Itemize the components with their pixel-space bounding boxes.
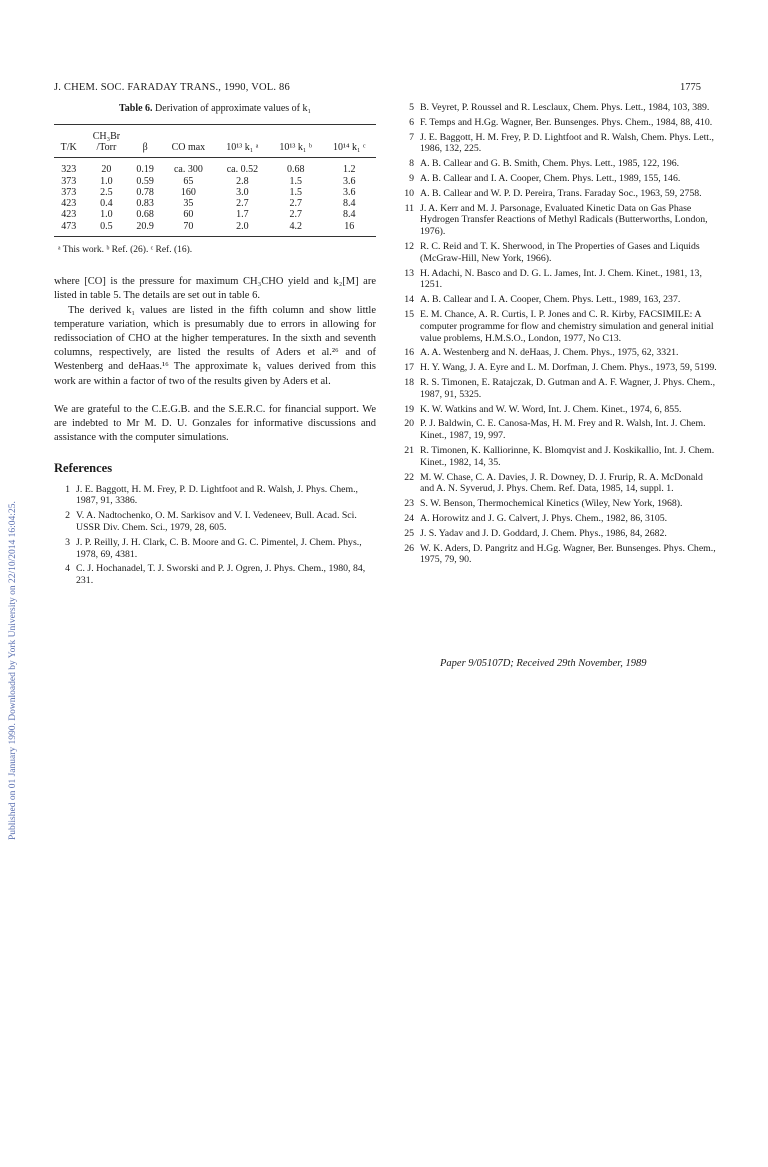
reference-text: R. Timonen, K. Kalliorinne, K. Blomqvist and J. Koskikallio, Int. J. Chem. Kinet., 1982, 14, 35. xyxy=(420,444,715,468)
table-row xyxy=(54,187,376,198)
table-header-row-top xyxy=(54,125,376,143)
table-cell: 0.5 xyxy=(83,221,129,237)
table-cell: 3.6 xyxy=(342,186,356,198)
reference-number: 10 xyxy=(404,187,414,199)
reference-item xyxy=(394,309,718,344)
references-list-left xyxy=(54,484,376,587)
table-cell: 70 xyxy=(161,221,216,237)
table-row xyxy=(54,209,376,220)
reference-item xyxy=(54,537,376,561)
table-cell: 0.19 xyxy=(136,164,154,176)
paper-received-note: Paper 9/05107D; Received 29th November, 1989 xyxy=(440,658,647,669)
table-header-cell xyxy=(54,125,83,143)
reference-item xyxy=(394,132,718,156)
reference-number: 4 xyxy=(65,563,70,575)
table-caption-label: Table 6. xyxy=(119,103,153,114)
table-cell: 35 xyxy=(183,198,194,210)
table-cell: 1.2 xyxy=(342,164,356,176)
table-cell: 2.0 xyxy=(216,221,269,237)
table-cell: 323 xyxy=(61,164,77,176)
table-header-cell xyxy=(322,125,376,143)
reference-item xyxy=(54,510,376,534)
reference-number: 13 xyxy=(404,267,414,279)
table-cell: 2.5 xyxy=(100,186,113,198)
reference-number: 11 xyxy=(404,202,414,214)
reference-item xyxy=(394,188,718,200)
reference-number: 14 xyxy=(404,294,414,306)
reference-text: J. S. Yadav and J. D. Goddard, J. Chem. Phys., 1986, 84, 2682. xyxy=(420,527,667,539)
table-header-cell xyxy=(129,125,160,143)
table-cell: 160 xyxy=(180,186,196,198)
reference-number: 2 xyxy=(65,510,70,522)
right-column xyxy=(394,102,718,569)
table-footnote: ᵃ This work. ᵇ Ref. (26). ᶜ Ref. (16). xyxy=(58,244,193,255)
table-header-cell: /Torr xyxy=(83,142,129,158)
reference-number: 17 xyxy=(404,362,414,374)
reference-text: J. E. Baggott, H. M. Frey, P. D. Lightfoot and R. Walsh, J. Phys. Chem., 1987, 91, 3386. xyxy=(76,483,358,507)
table-cell: 423 xyxy=(61,198,77,210)
references-heading: References xyxy=(54,461,113,476)
table-row xyxy=(54,158,376,176)
reference-item xyxy=(54,484,376,508)
table-row xyxy=(54,221,376,237)
reference-number: 1 xyxy=(65,483,70,495)
table-cell: 1.7 xyxy=(236,209,249,221)
table-cell: 20 xyxy=(101,164,112,176)
data-table xyxy=(54,124,376,237)
table-header-cell: 10¹³ k₁ ᵇ xyxy=(269,142,323,158)
reference-text: J. P. Reilly, J. H. Clark, C. B. Moore and G. C. Pimentel, J. Chem. Phys., 1978, 69, 4381. xyxy=(76,536,362,560)
reference-item xyxy=(394,117,718,129)
reference-text: F. Temps and H.Gg. Wagner, Ber. Bunsenges. Phys. Chem., 1984, 88, 410. xyxy=(420,116,713,128)
left-column xyxy=(54,102,376,590)
reference-item xyxy=(394,203,718,238)
table-header-cell: β xyxy=(129,142,160,158)
reference-number: 6 xyxy=(409,116,414,128)
table-cell: 1.0 xyxy=(100,175,113,187)
reference-text: A. B. Callear and W. P. D. Pereira, Trans. Faraday Soc., 1963, 59, 2758. xyxy=(420,187,702,199)
reference-number: 23 xyxy=(404,498,414,510)
reference-item xyxy=(394,404,718,416)
table-cell: 60 xyxy=(183,209,194,221)
reference-item xyxy=(394,377,718,401)
reference-number: 22 xyxy=(404,471,414,483)
reference-number: 9 xyxy=(409,172,414,184)
reference-number: 25 xyxy=(404,527,414,539)
table-cell: 16 xyxy=(322,221,376,237)
reference-text: A. A. Westenberg and N. deHaas, J. Chem. Phys., 1975, 62, 3321. xyxy=(420,347,679,359)
reference-text: W. K. Aders, D. Pangritz and H.Gg. Wagner, Ber. Bunsenges. Phys. Chem., 1975, 79, 90. xyxy=(420,542,716,566)
reference-number: 21 xyxy=(404,444,414,456)
table-cell: 8.4 xyxy=(342,209,356,221)
reference-number: 12 xyxy=(404,240,414,252)
table-cell: 0.4 xyxy=(100,198,113,210)
reference-item xyxy=(394,173,718,185)
reference-number: 26 xyxy=(404,542,414,554)
reference-number: 20 xyxy=(404,418,414,430)
table-caption xyxy=(54,102,376,116)
reference-item xyxy=(394,102,718,114)
reference-item xyxy=(394,513,718,525)
table-header-cell xyxy=(269,125,323,143)
table-cell: 3.6 xyxy=(342,175,356,187)
table-cell: ca. 0.52 xyxy=(226,164,259,176)
reference-text: M. W. Chase, C. A. Davies, J. R. Downey, D. J. Frurip, R. A. McDonald and A. N. Syverud, J. Phys. Chem. Ref. Data, 1985, 14, suppl. 1. xyxy=(420,471,703,495)
table-cell: 373 xyxy=(61,186,77,198)
table-cell: 2.7 xyxy=(236,198,249,210)
reference-number: 18 xyxy=(404,376,414,388)
reference-item xyxy=(394,241,718,265)
table-cell: 2.7 xyxy=(289,209,302,221)
reference-number: 16 xyxy=(404,347,414,359)
reference-item xyxy=(394,418,718,442)
reference-text: A. B. Callear and I. A. Cooper, Chem. Phys. Lett., 1989, 163, 237. xyxy=(420,294,681,306)
acknowledgements: We are grateful to the C.E.G.B. and the S.E.R.C. for financial support. We are indebted to Mr M. D. U. Gonzales for informative discussions and assistance with the computer simulations. xyxy=(54,403,376,444)
reference-text: P. J. Baldwin, C. E. Canosa-Mas, H. M. Frey and R. Walsh, Int. J. Chem. Kinet., 1987, 19, 997. xyxy=(420,418,706,442)
reference-text: E. M. Chance, A. R. Curtis, I. P. Jones and C. R. Kirby, FACSIMILE: A computer programme for flow and chemistry simulation and general initial value problems, H.M.S.O., London, 1977, No C13. xyxy=(420,308,714,344)
table-cell: 0.78 xyxy=(136,186,154,198)
reference-item xyxy=(394,362,718,374)
table-header-cell: 10¹³ k₁ ᵃ xyxy=(216,142,269,158)
table-cell: 2.7 xyxy=(289,198,302,210)
table-cell: 4.2 xyxy=(269,221,323,237)
running-header-journal: J. CHEM. SOC. FARADAY TRANS., 1990, VOL. 86 xyxy=(54,82,290,93)
reference-number: 8 xyxy=(409,158,414,170)
table-header-cell: 10¹⁴ k₁ ᶜ xyxy=(322,142,376,158)
table-cell: 8.4 xyxy=(342,198,356,210)
table-cell: 0.68 xyxy=(136,209,154,221)
table-cell: 65 xyxy=(183,175,194,187)
reference-number: 3 xyxy=(65,536,70,548)
reference-item xyxy=(394,472,718,496)
reference-item xyxy=(394,498,718,510)
body-paragraph: The derived k₁ values are listed in the fifth column and show little temperature variation, which is presumably due to errors in allowing for redissociation of CHO at the higher temperatures. In the sixth and seventh columns, respectively, are listed the results of Aders et al.²⁶ and of Westenberg and deHaas.¹⁶ The approximate k₁ values derived from this work are within a factor of two of the results given by Aders et al. xyxy=(54,304,376,387)
table-cell: 2.8 xyxy=(236,175,249,187)
table-cell: 1.0 xyxy=(100,209,113,221)
table-header-cell: T/K xyxy=(54,142,83,158)
table-cell: 0.83 xyxy=(136,198,154,210)
reference-text: R. S. Timonen, E. Ratajczak, D. Gutman and A. F. Wagner, J. Phys. Chem., 1987, 91, 5325. xyxy=(420,376,716,400)
table-cell: ca. 300 xyxy=(173,164,203,176)
reference-text: R. C. Reid and T. K. Sherwood, in The Properties of Gases and Liquids (McGraw-Hill, New York, 1966). xyxy=(420,240,700,264)
reference-text: V. A. Nadtochenko, O. M. Sarkisov and V. I. Vedeneev, Bull. Acad. Sci. USSR Div. Chem. Sci., 1979, 28, 605. xyxy=(76,510,357,534)
table-header-cell xyxy=(161,125,216,143)
reference-number: 5 xyxy=(409,102,414,113)
reference-item xyxy=(394,268,718,292)
reference-number: 15 xyxy=(404,308,414,320)
reference-item xyxy=(394,158,718,170)
table-cell: 1.5 xyxy=(289,186,302,198)
download-watermark-text: Published on 01 January 1990. Downloaded by York University on 22/10/2014 16:04:25. xyxy=(8,501,18,840)
table-cell: 0.59 xyxy=(136,175,154,187)
reference-text: C. J. Hochanadel, T. J. Sworski and P. J. Ogren, J. Phys. Chem., 1980, 84, 231. xyxy=(76,563,366,587)
reference-text: A. B. Callear and I. A. Cooper, Chem. Phys. Lett., 1989, 155, 146. xyxy=(420,172,681,184)
table-header-cell xyxy=(216,125,269,143)
table-cell: 473 xyxy=(54,221,83,237)
table-header-cell: CO max xyxy=(161,142,216,158)
references-list-right xyxy=(394,102,718,566)
reference-item xyxy=(394,347,718,359)
reference-text: A. Horowitz and J. G. Calvert, J. Phys. Chem., 1982, 86, 3105. xyxy=(420,512,668,524)
table-header-row-bottom xyxy=(54,142,376,158)
table-cell: 373 xyxy=(61,175,77,187)
reference-text: H. Adachi, N. Basco and D. G. L. James, Int. J. Chem. Kinet., 1981, 13, 1251. xyxy=(420,267,702,291)
reference-text: B. Veyret, P. Roussel and R. Lesclaux, Chem. Phys. Lett., 1984, 103, 389. xyxy=(420,102,710,113)
reference-text: H. Y. Wang, J. A. Eyre and L. M. Dorfman, J. Chem. Phys., 1973, 59, 5199. xyxy=(420,362,717,374)
reference-text: S. W. Benson, Thermochemical Kinetics (Wiley, New York, 1968). xyxy=(420,498,683,510)
reference-number: 24 xyxy=(404,512,414,524)
table-caption-text: Derivation of approximate values of k₁ xyxy=(155,103,311,114)
reference-number: 7 xyxy=(409,131,414,143)
table-body xyxy=(54,158,376,237)
table-cell: 20.9 xyxy=(129,221,160,237)
reference-text: J. E. Baggott, H. M. Frey, P. D. Lightfoot and R. Walsh, Chem. Phys. Lett., 1986, 132, 225. xyxy=(420,131,714,155)
table-cell: 3.0 xyxy=(236,186,249,198)
reference-item xyxy=(54,563,376,587)
table-row xyxy=(54,176,376,187)
reference-number: 19 xyxy=(404,403,414,415)
reference-item xyxy=(394,294,718,306)
table-cell: 1.5 xyxy=(289,175,302,187)
reference-text: K. W. Watkins and W. W. Word, Int. J. Chem. Kinet., 1974, 6, 855. xyxy=(420,403,682,415)
table-cell: 0.68 xyxy=(286,164,305,176)
reference-text: A. B. Callear and G. B. Smith, Chem. Phys. Lett., 1985, 122, 196. xyxy=(420,158,680,170)
reference-item xyxy=(394,543,718,567)
body-paragraph: where [CO] is the pressure for maximum CH₃CHO yield and k₂[M] are listed in table 5. The details are set out in table 6. xyxy=(54,276,376,302)
reference-item xyxy=(394,445,718,469)
reference-item xyxy=(394,528,718,540)
download-watermark xyxy=(0,40,20,1167)
table-header-cell: CH₃Br xyxy=(83,125,129,143)
reference-text: J. A. Kerr and M. J. Parsonage, Evaluated Kinetic Data on Gas Phase Hydrogen Transfer Reactions of Methyl Radicals (Butterworths, London, 1976). xyxy=(420,202,708,238)
table-row xyxy=(54,198,376,209)
page-number: 1775 xyxy=(680,82,701,93)
table-cell: 423 xyxy=(61,209,77,221)
